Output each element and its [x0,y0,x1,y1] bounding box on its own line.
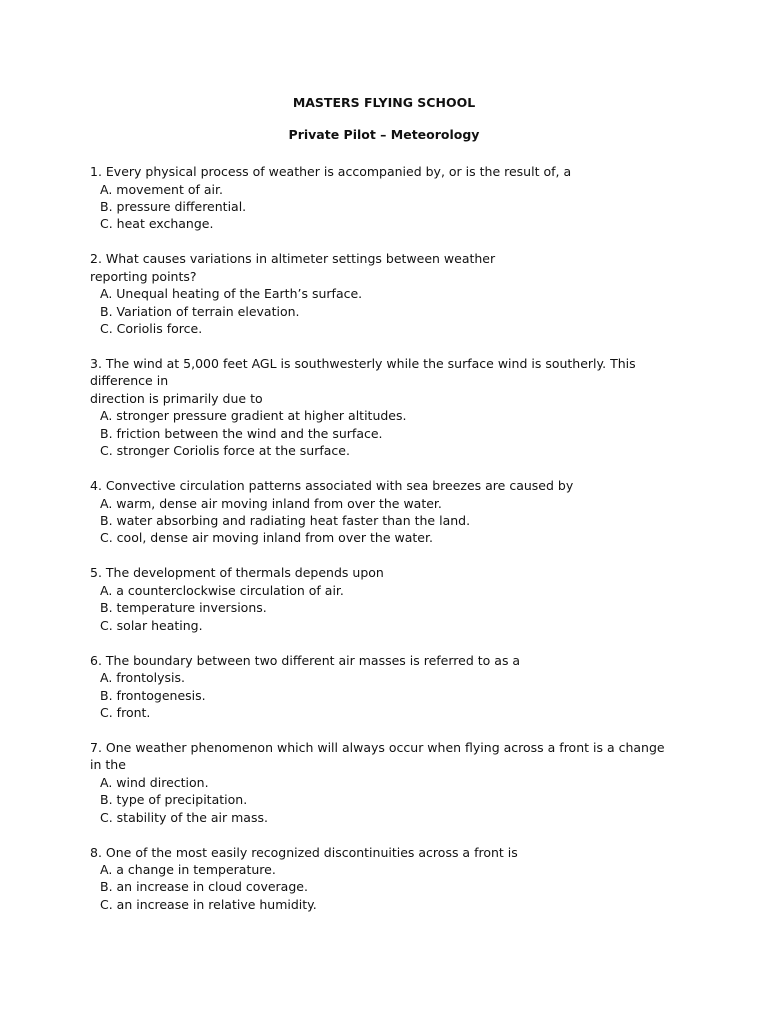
answer-options [90,669,670,721]
answer-option-c: C. heat exchange. [100,216,214,232]
answer-option-a: A. Unequal heating of the Earth’s surface. [100,286,363,302]
answer-option-c: C. stronger Coriolis force at the surface. [100,443,350,459]
question-1 [90,163,670,233]
answer-option-b: B. type of precipitation. [100,792,248,808]
question-4 [90,477,670,547]
answer-option-b: B. frontogenesis. [100,687,206,703]
question-8 [90,844,670,914]
answer-option-a: A. movement of air. [100,181,223,197]
answer-option-b: B. Variation of terrain elevation. [100,303,300,319]
answer-options [90,407,670,459]
question-6 [90,652,670,722]
question-stem: 5. The development of thermals depends upon [90,565,384,581]
answer-option-a: A. a change in temperature. [100,862,276,878]
answer-option-b: B. water absorbing and radiating heat faster than the land. [100,513,471,529]
question-7 [90,739,670,826]
answer-options [90,774,670,826]
question-stem: 1. Every physical process of weather is accompanied by, or is the result of, a [90,164,572,179]
question-stem: 2. What causes variations in altimeter settings between weather reporting points? [90,251,496,284]
question-2 [90,250,670,337]
answer-option-a: A. wind direction. [100,774,209,790]
question-list [90,163,670,931]
answer-option-b: B. friction between the wind and the surface. [100,425,383,441]
question-stem: 3. The wind at 5,000 feet AGL is southwesterly while the surface wind is southerly. This difference in direction is primarily due to [90,355,636,406]
answer-option-c: C. cool, dense air moving inland from over the water. [100,530,433,546]
answer-option-c: C. solar heating. [100,617,203,633]
answer-option-a: A. warm, dense air moving inland from over the water. [100,495,442,511]
question-stem: 4. Convective circulation patterns associated with sea breezes are caused by [90,478,574,494]
document-subtitle: Private Pilot – Meteorology [288,127,480,142]
answer-options [90,181,670,233]
question-stem: 7. One weather phenomenon which will always occur when flying across a front is a change in the [90,739,669,773]
answer-option-a: A. stronger pressure gradient at higher altitudes. [100,408,407,424]
question-stem: 8. One of the most easily recognized discontinuities across a front is [90,844,518,860]
answer-option-a: A. frontolysis. [100,670,186,686]
answer-option-a: A. a counterclockwise circulation of air. [100,582,344,598]
answer-option-c: C. front. [100,704,151,720]
answer-option-b: B. pressure differential. [100,198,247,214]
answer-option-c: C. stability of the air mass. [100,809,268,825]
answer-options [90,582,670,634]
answer-option-c: C. an increase in relative humidity. [100,896,317,912]
question-3 [90,355,670,460]
answer-options [90,495,670,547]
answer-option-b: B. temperature inversions. [100,600,267,616]
question-5 [90,564,670,634]
answer-options [90,285,670,337]
answer-options [90,861,670,913]
question-stem: 6. The boundary between two different air masses is referred to as a [90,652,521,668]
document-title: MASTERS FLYING SCHOOL [292,95,476,110]
answer-option-c: C. Coriolis force. [100,321,203,337]
answer-option-b: B. an increase in cloud coverage. [100,879,308,895]
